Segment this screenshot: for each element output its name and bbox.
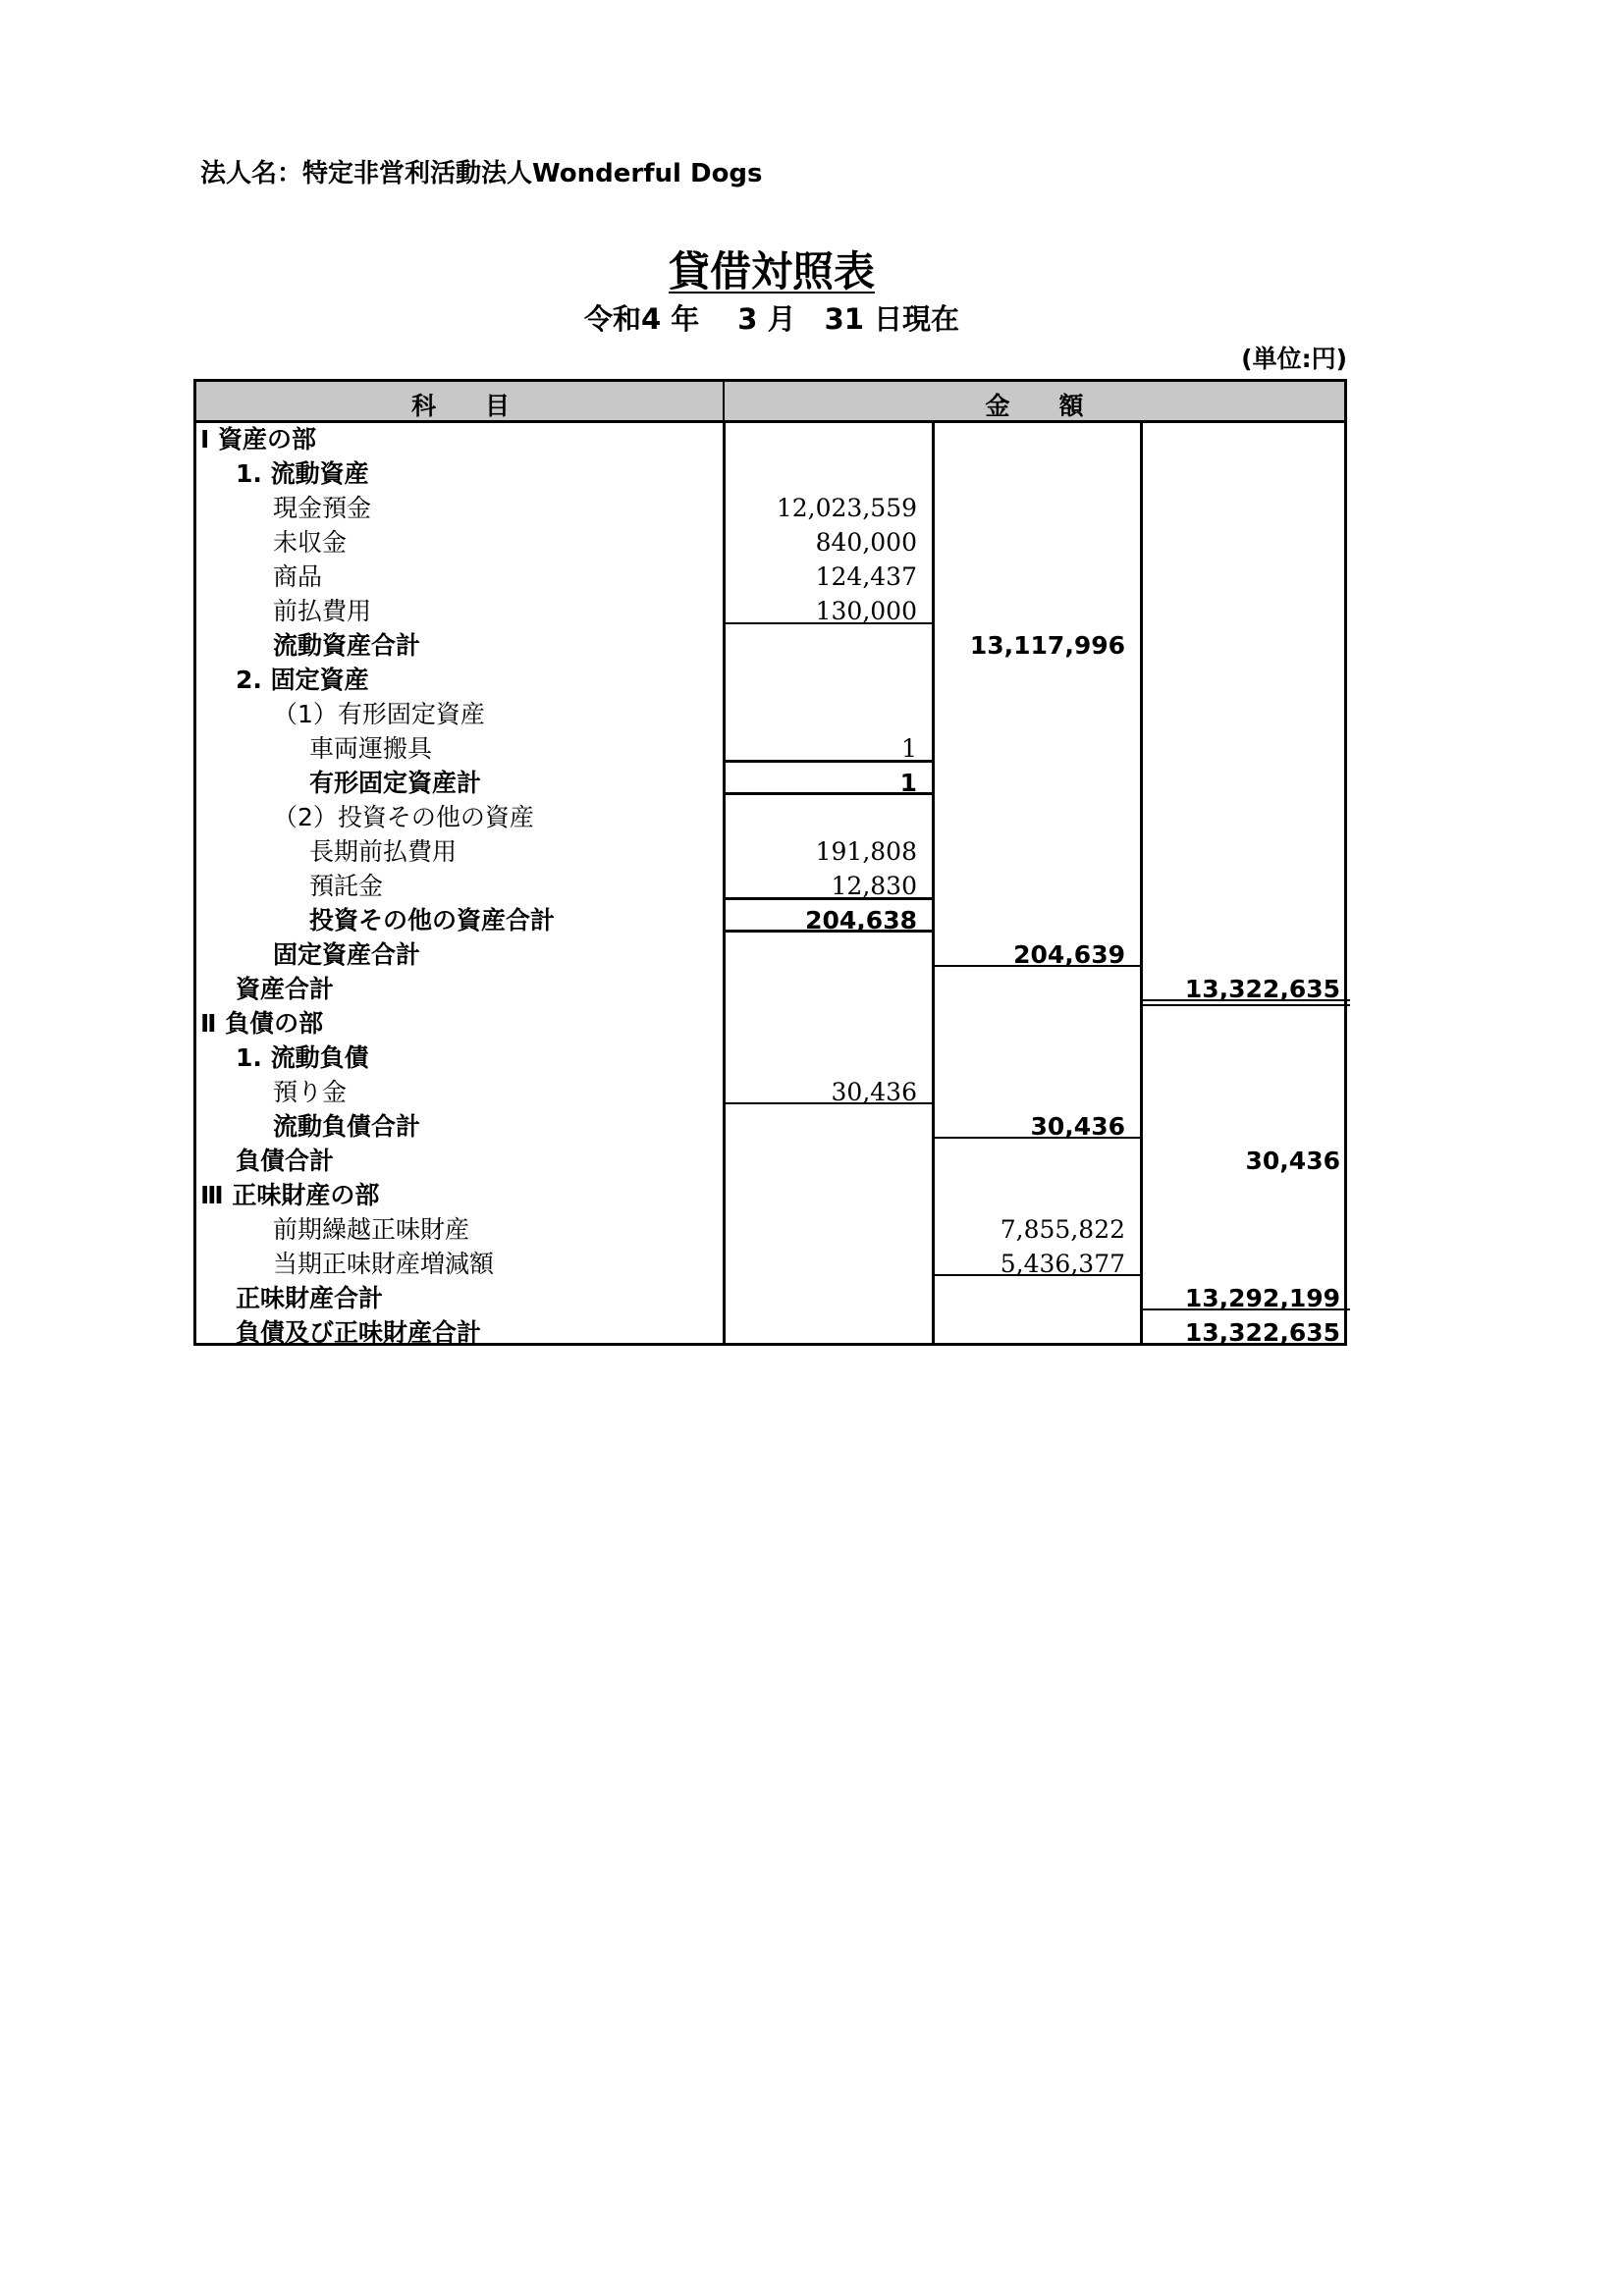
row-label: 1. 流動資産	[236, 459, 369, 488]
amount-col-1: 124,437	[815, 562, 917, 591]
document-title	[0, 240, 1543, 298]
corporation-name-line	[200, 153, 763, 189]
rule-netassets-change	[934, 1274, 1141, 1276]
table-header	[196, 382, 1344, 423]
table-row	[196, 1006, 1344, 1041]
amount-col-3: 13,322,635	[1184, 1318, 1340, 1347]
table-row	[196, 1041, 1344, 1075]
amount-col-2: 204,639	[1013, 940, 1125, 969]
header-subject: 科 目	[410, 392, 510, 420]
row-label: 預託金	[309, 872, 384, 900]
row-label: 資産合計	[236, 975, 335, 1003]
rule-total-assets-2	[1142, 1004, 1350, 1006]
header-amount: 金 額	[985, 392, 1084, 420]
amount-col-1: 12,023,559	[776, 494, 917, 522]
row-label: 未収金	[273, 528, 348, 557]
document-title-text: 貸借対照表	[668, 247, 875, 295]
row-label: Ⅲ 正味財産の部	[200, 1181, 380, 1209]
row-label: 商品	[273, 562, 323, 591]
amount-col-3: 30,436	[1245, 1147, 1340, 1175]
amount-col-2: 30,436	[1030, 1112, 1125, 1141]
row-label: 正味財産合計	[236, 1284, 384, 1312]
table-row	[196, 1144, 1344, 1178]
table-row	[196, 697, 1344, 731]
row-label: 流動負債合計	[273, 1112, 421, 1141]
box-tangible-total	[723, 760, 935, 795]
table-row	[196, 456, 1344, 491]
row-label: 当期正味財産増減額	[273, 1250, 495, 1278]
balance-sheet-table	[193, 379, 1347, 1346]
amount-col-1: 840,000	[815, 528, 917, 557]
row-label: 負債合計	[236, 1147, 335, 1175]
rule-current-liab	[725, 1102, 932, 1104]
table-row	[196, 1247, 1344, 1281]
row-label: 2. 固定資産	[236, 666, 369, 694]
table-row	[196, 1315, 1344, 1350]
rule-netassets-total	[1142, 1308, 1350, 1310]
table-row	[196, 628, 1344, 663]
amount-col-3: 13,322,635	[1184, 975, 1340, 1003]
table-row	[196, 937, 1344, 972]
rule-current-assets-subtotal	[725, 622, 932, 624]
row-label: Ⅱ 負債の部	[200, 1009, 324, 1038]
amount-col-1: 1	[899, 769, 917, 797]
row-label: 流動資産合計	[273, 631, 421, 660]
amount-col-1: 191,808	[815, 837, 917, 866]
table-row	[196, 1212, 1344, 1247]
row-label: 前期繰越正味財産	[273, 1215, 470, 1244]
amount-col-3: 13,292,199	[1184, 1284, 1340, 1312]
box-investment-total	[723, 897, 935, 933]
rule-liab-subtotal	[934, 1137, 1141, 1139]
amount-col-2: 13,117,996	[969, 631, 1125, 660]
amount-col-1: 12,830	[831, 872, 917, 900]
table-row	[196, 834, 1344, 869]
row-label: 有形固定資産計	[309, 769, 482, 797]
amount-col-1: 30,436	[831, 1078, 917, 1106]
rule-total-assets-1	[1142, 999, 1350, 1001]
row-label: 1. 流動負債	[236, 1043, 369, 1072]
row-label: 車両運搬具	[309, 734, 433, 763]
row-label: （2）投資その他の資産	[273, 803, 534, 831]
amount-col-1: 204,638	[805, 906, 917, 934]
row-label: 長期前払費用	[309, 837, 458, 866]
row-label: 預り金	[273, 1078, 348, 1106]
row-label: 固定資産合計	[273, 940, 421, 969]
row-label: 前払費用	[273, 597, 372, 625]
report-date: 令和4 年 3 月 31 日現在	[583, 302, 960, 336]
row-label: 投資その他の資産合計	[309, 906, 556, 934]
corporation-label: 法人名：	[200, 159, 303, 188]
row-label: 負債及び正味財産合計	[236, 1318, 482, 1347]
amount-col-1: 1	[901, 734, 917, 763]
amount-col-1: 130,000	[815, 597, 917, 625]
table-row	[196, 422, 1344, 456]
row-label: 現金預金	[273, 494, 372, 522]
table-row	[196, 560, 1344, 594]
rule-fixed-assets	[934, 965, 1141, 967]
amount-col-2: 5,436,377	[1000, 1250, 1125, 1278]
table-row	[196, 525, 1344, 560]
amount-col-2: 7,855,822	[1000, 1215, 1125, 1244]
unit-note: (単位:円)	[1241, 345, 1347, 373]
table-row	[196, 663, 1344, 697]
table-row	[196, 1178, 1344, 1212]
table-row	[196, 800, 1344, 834]
corporation-name: 特定非営利活動法人Wonderful Dogs	[302, 159, 763, 188]
table-row	[196, 1109, 1344, 1144]
row-label: （1）有形固定資産	[273, 700, 485, 728]
row-label: Ⅰ 資産の部	[200, 425, 317, 454]
table-row	[196, 491, 1344, 525]
